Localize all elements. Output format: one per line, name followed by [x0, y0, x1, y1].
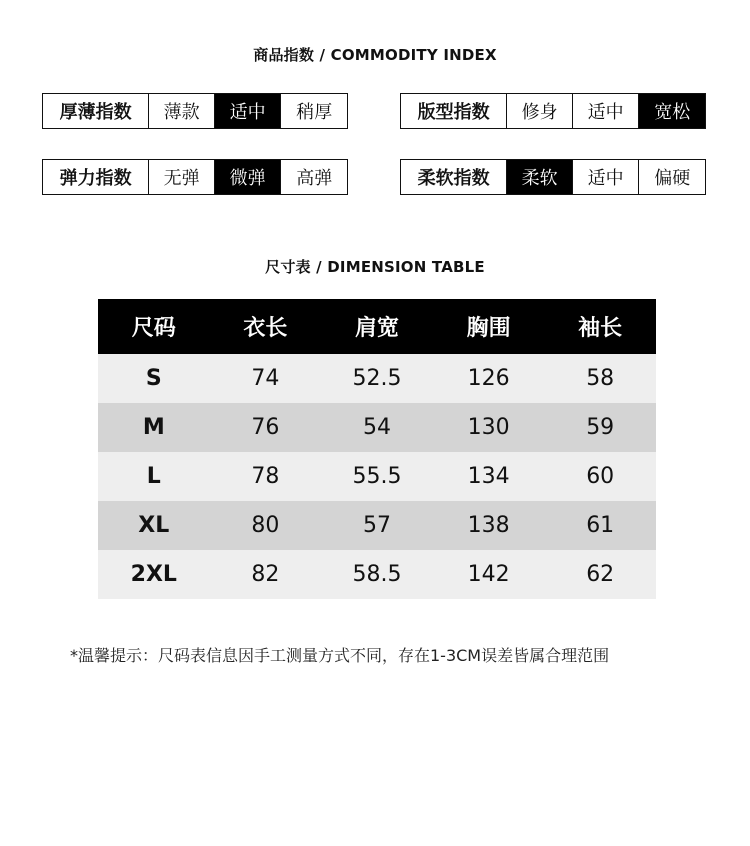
table-row: [98, 550, 656, 599]
elastic-index: [42, 159, 348, 195]
fit-option-slim: 修身: [506, 94, 572, 128]
softness-index: [400, 159, 706, 195]
fit-option-loose: 宽松: [638, 94, 705, 128]
chest-cell: 134: [433, 452, 545, 501]
measurement-note: *温馨提示：尺码表信息因手工测量方式不同，存在1-3CM误差皆属合理范围: [70, 646, 610, 665]
shoulder-cell: 52.5: [321, 354, 433, 403]
softness-index-label: 柔软指数: [417, 168, 490, 189]
fit-index: [400, 93, 706, 129]
size-cell: XL: [98, 501, 210, 550]
sleeve-cell: 61: [544, 501, 656, 550]
table-row: [98, 452, 656, 501]
elastic-option-slight: 微弹: [214, 160, 281, 194]
sleeve-cell: 60: [544, 452, 656, 501]
header-sleeve: 袖长: [544, 299, 656, 354]
sleeve-cell: 62: [544, 550, 656, 599]
shoulder-cell: 54: [321, 403, 433, 452]
sleeve-cell: 59: [544, 403, 656, 452]
length-cell: 80: [210, 501, 322, 550]
chest-cell: 130: [433, 403, 545, 452]
table-row: [98, 354, 656, 403]
size-cell: 2XL: [98, 550, 210, 599]
length-cell: 76: [210, 403, 322, 452]
thickness-index-label: 厚薄指数: [59, 102, 132, 123]
table-row: [98, 403, 656, 452]
fit-option-regular: 适中: [572, 94, 639, 128]
size-table: [98, 299, 656, 599]
softness-option-medium: 适中: [572, 160, 639, 194]
elastic-option-high: 高弹: [280, 160, 347, 194]
chest-cell: 138: [433, 501, 545, 550]
elastic-option-none: 无弹: [148, 160, 214, 194]
thickness-option-medium: 适中: [214, 94, 281, 128]
size-cell: M: [98, 403, 210, 452]
table-row: [98, 501, 656, 550]
fit-index-label: 版型指数: [417, 102, 490, 123]
header-shoulder: 肩宽: [321, 299, 433, 354]
thickness-option-thin: 薄款: [148, 94, 214, 128]
shoulder-cell: 55.5: [321, 452, 433, 501]
dimension-table-title: 尺寸表 / DIMENSION TABLE: [265, 258, 485, 276]
thickness-index: [42, 93, 348, 129]
header-size: 尺码: [98, 299, 210, 354]
chest-cell: 142: [433, 550, 545, 599]
length-cell: 74: [210, 354, 322, 403]
size-cell: S: [98, 354, 210, 403]
length-cell: 78: [210, 452, 322, 501]
header-length: 衣长: [210, 299, 322, 354]
length-cell: 82: [210, 550, 322, 599]
size-table-header: [98, 299, 656, 354]
elastic-index-label: 弹力指数: [59, 168, 132, 189]
softness-option-stiff: 偏硬: [638, 160, 705, 194]
shoulder-cell: 57: [321, 501, 433, 550]
commodity-index-title: 商品指数 / COMMODITY INDEX: [253, 46, 497, 64]
size-cell: L: [98, 452, 210, 501]
thickness-option-thick: 稍厚: [280, 94, 347, 128]
chest-cell: 126: [433, 354, 545, 403]
header-chest: 胸围: [433, 299, 545, 354]
sleeve-cell: 58: [544, 354, 656, 403]
shoulder-cell: 58.5: [321, 550, 433, 599]
softness-option-soft: 柔软: [506, 160, 572, 194]
